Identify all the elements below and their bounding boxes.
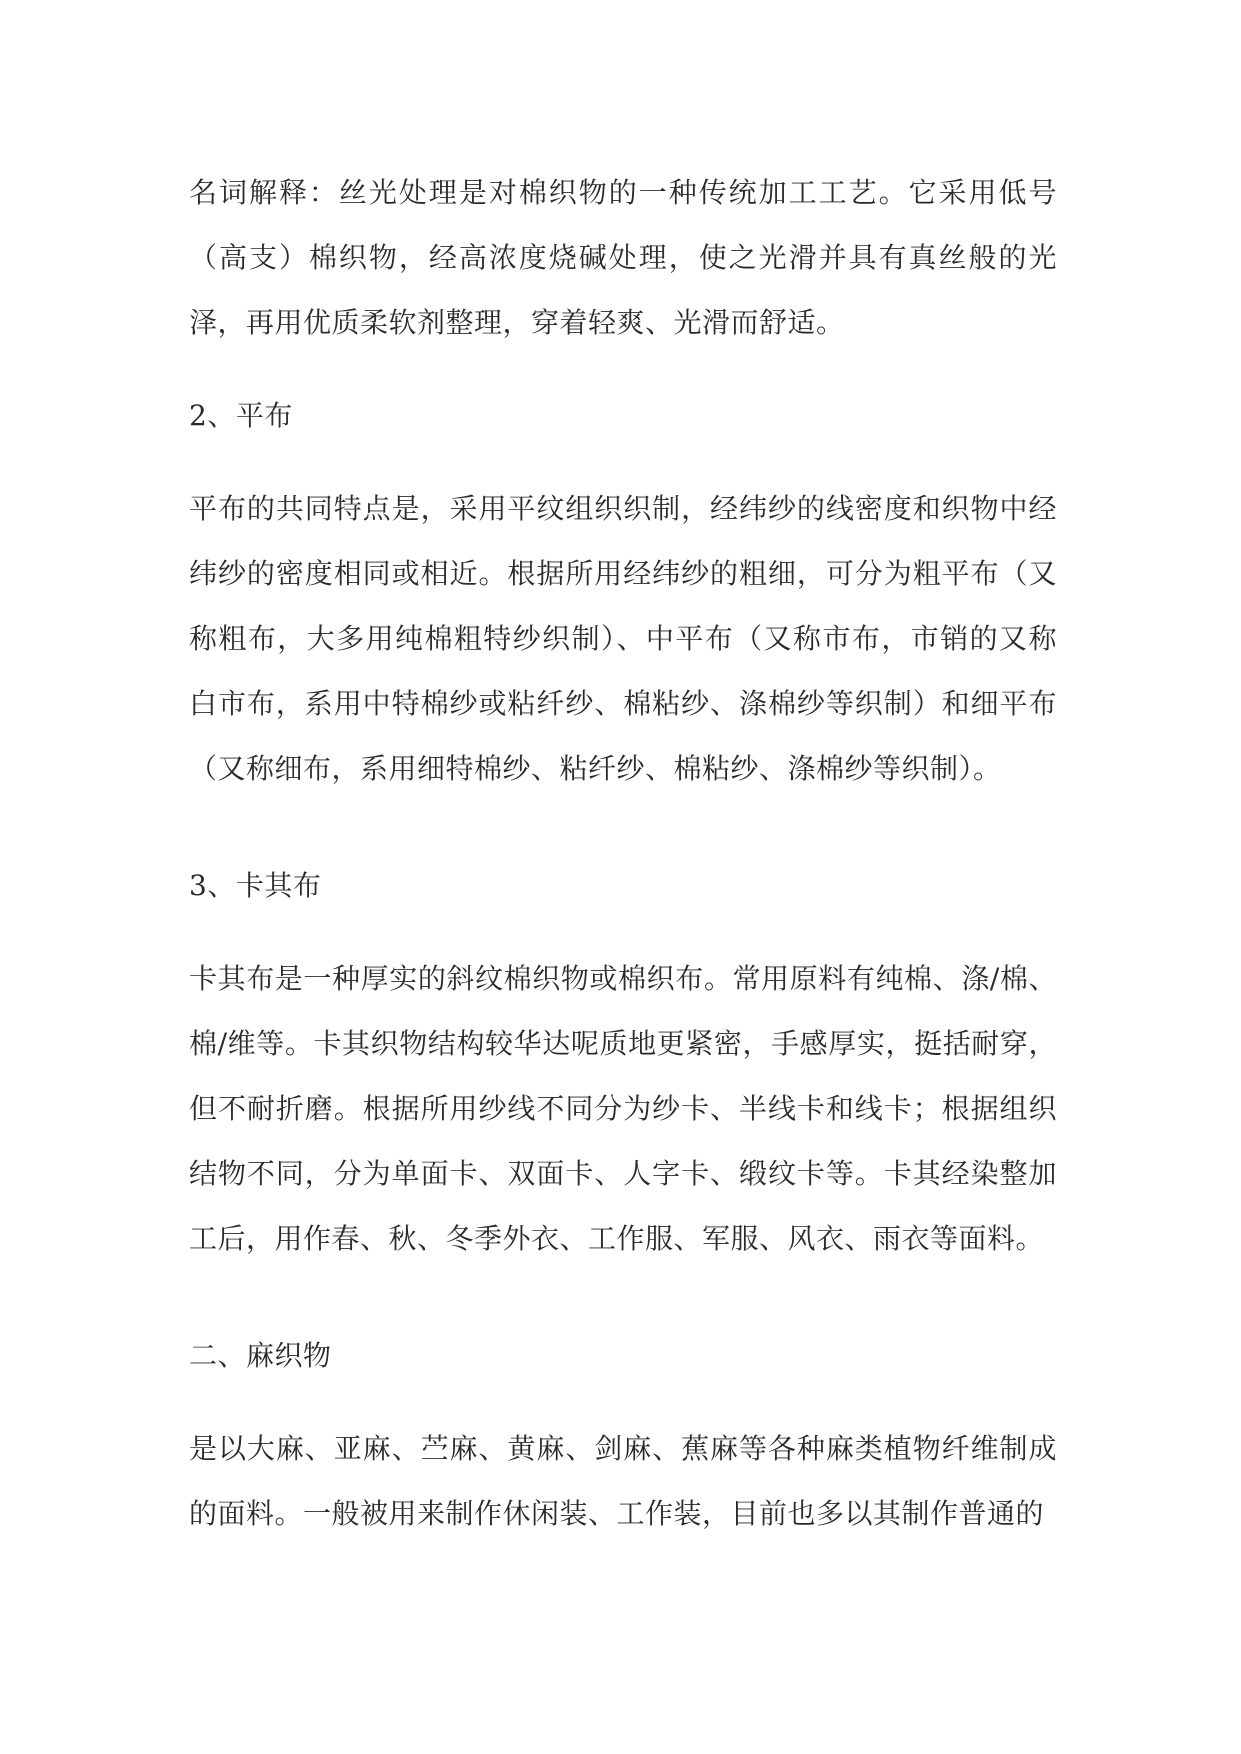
document-body <box>189 160 1057 1546</box>
heading-linen-fabric: 二、麻织物 <box>189 1339 332 1372</box>
heading-plain-cloth: 2、平布 <box>189 399 293 432</box>
paragraph-khaki-cloth: 卡其布是一种厚实的斜纹棉织物或棉织布。常用原料有纯棉、涤/棉、棉/维等。卡其织物结构较华达呢质地更紧密，手感厚实，挺括耐穿，但不耐折磨。根据所用纱线不同分为纱卡、半线卡和线卡；根据组织结物不同，分为单面卡、双面卡、人字卡、缎纹卡等。卡其经染整加工后，用作春、秋、冬季外衣、工作服、军服、风衣、雨衣等面料。 <box>189 962 1057 1255</box>
paragraph-plain-cloth: 平布的共同特点是，采用平纹组织织制，经纬纱的线密度和织物中经纬纱的密度相同或相近。根据所用经纬纱的粗细，可分为粗平布（又称粗布，大多用纯棉粗特纱织制）、中平布（又称市布，市销的又称白市布，系用中特棉纱或粘纤纱、棉粘纱、涤棉纱等织制）和细平布（又称细布，系用细特棉纱、粘纤纱、棉粘纱、涤棉纱等织制）。 <box>189 492 1057 785</box>
paragraph-mercerizing-definition: 名词解释：丝光处理是对棉织物的一种传统加工工艺。它采用低号（高支）棉织物，经高浓度烧碱处理，使之光滑并具有真丝般的光泽，再用优质柔软剂整理，穿着轻爽、光滑而舒适。 <box>189 176 1057 339</box>
paragraph-linen-fabric: 是以大麻、亚麻、苎麻、黄麻、剑麻、蕉麻等各种麻类植物纤维制成的面料。一般被用来制作休闲装、工作装，目前也多以其制作普通的 <box>189 1432 1057 1530</box>
heading-khaki-cloth: 3、卡其布 <box>189 869 322 902</box>
